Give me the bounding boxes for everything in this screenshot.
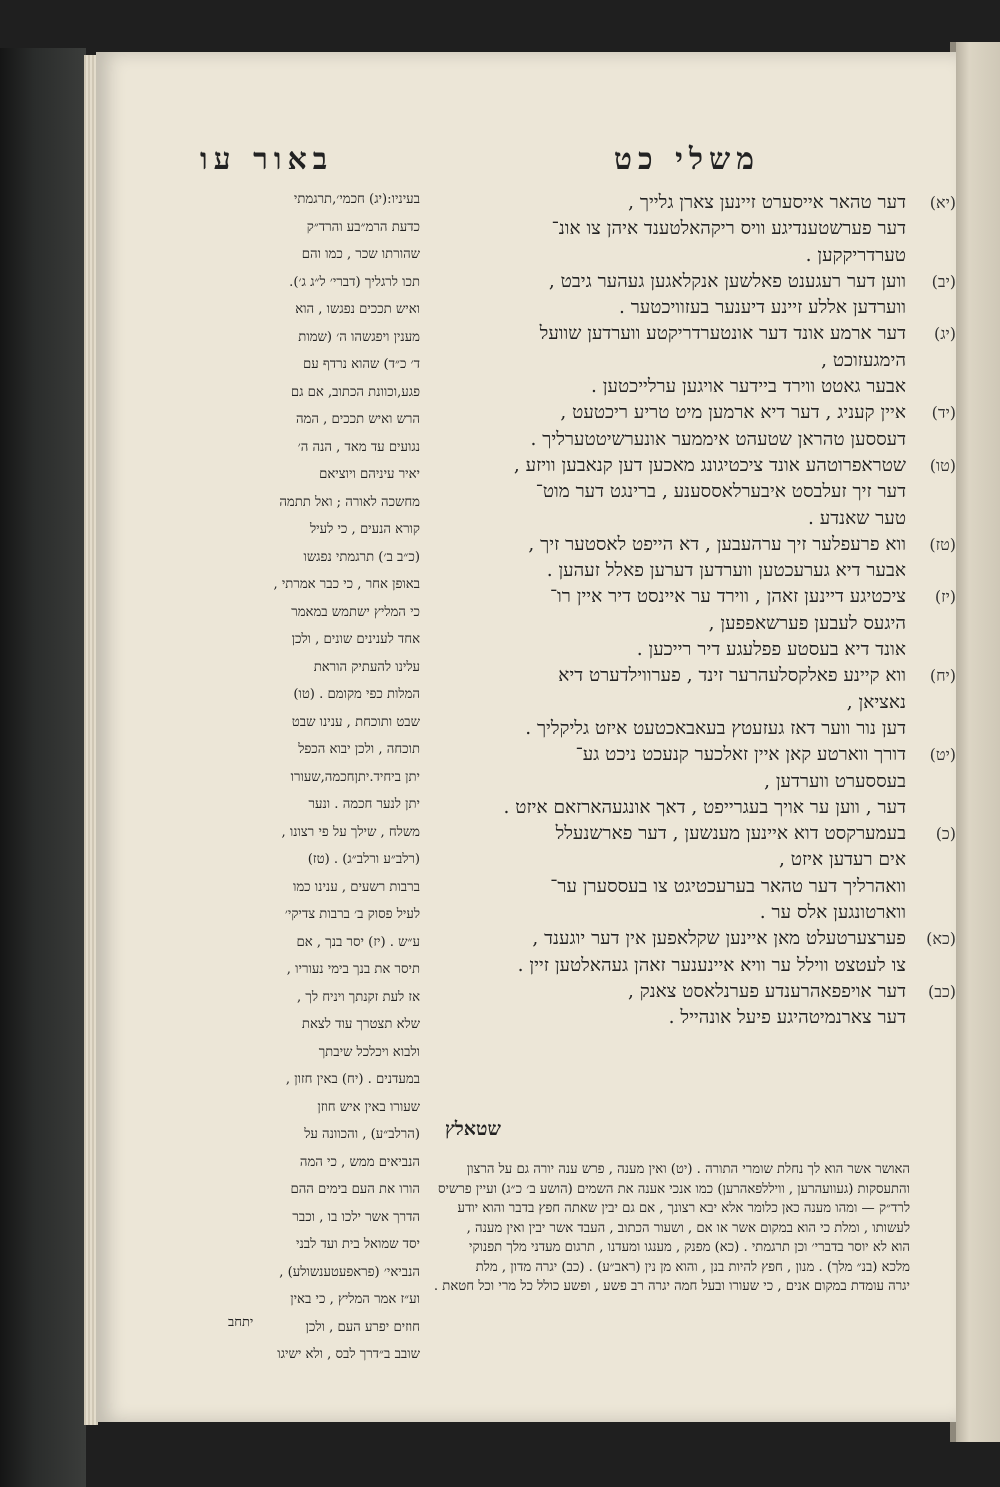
verse-number: (טו) xyxy=(929,455,956,475)
verse xyxy=(428,453,956,532)
verse-line: דער פערשטענדיגע וויס ריקהאלטענד איהן צו אונ־ xyxy=(551,218,906,240)
commentary-line: שלא תצטרך עוד לצאת xyxy=(301,1017,420,1032)
header-right-title: משלי כט xyxy=(613,142,760,177)
verse xyxy=(428,742,956,821)
commentary-line: ד׳ כ״ד) שהוא נרדף עם xyxy=(303,357,420,372)
verse-line: ווא קיינע פאלקסלעהרער זינד , פערווילדערט דיא xyxy=(558,665,906,687)
commentary-line: מחשכה לאורה ; ואל תתמה xyxy=(279,494,420,510)
bottom-commentary xyxy=(200,1160,910,1330)
verse xyxy=(428,190,956,269)
verse xyxy=(428,584,956,663)
bottom-commentary-line: האושר אשר הוא לך נחלת שומרי התורה . (יט) ואין מענה , פרש ענה יורה גם על הרצון xyxy=(466,1162,910,1177)
verse-line: דער אויפפאהרענדע פערנלאסט צאנק , xyxy=(627,980,906,1002)
bottom-commentary-line: לעשותו , ומלת כי הוא במקום אשר או אם , ושעור הכתוב , העבד אשר יבין ואין מענה , xyxy=(466,1220,910,1236)
page-header xyxy=(200,142,760,186)
verse-line: דעססען טהראן שטעהט איממער אונערשיטטערליך . xyxy=(530,428,906,450)
commentary-line: נגועים עד מאד , הנה ה׳ xyxy=(297,439,420,455)
verse-number: (יז) xyxy=(934,587,956,607)
commentary-line: יסד שמואל בית ועד לבני xyxy=(296,1237,420,1252)
verse-number: (יא) xyxy=(929,193,956,212)
bottom-commentary-line: יגרה עומדת במקום אנים , כי שעורו ובעל חמה יגרה רב פשע , ופשע כולל כל מרי וכל חטאת . xyxy=(433,1279,910,1294)
verse-line: ווארטונגען אלס ער . xyxy=(759,902,906,924)
verse-line: אבער גאטט ווירד ביידער אויגען ערלייכטען . xyxy=(591,376,906,398)
verse xyxy=(428,926,956,979)
verse-line: שטראפרוטהע אונד ציכטיגונג מאכען דען קנאבען וויזע , xyxy=(513,454,906,476)
commentary-line: פגע,וכוונת הכתוב, אם גם xyxy=(290,384,420,400)
verse-line: טער שאנדע . xyxy=(808,507,906,529)
commentary-line: תכו לרגליך (דברי׳ ל״ג ג׳). xyxy=(289,274,420,290)
verse-number: (יג) xyxy=(934,324,956,344)
verse-line: היגעס לעבען פערשאפפען , xyxy=(708,612,906,634)
bottom-commentary-line: והתעסקות (געוועהרען , וויללפאהרען) כמו אנכי אענה את השמים (הושע ב׳ כ״ג) ועיין פרשיס xyxy=(437,1181,910,1197)
commentary-line: עלינו להעתיק הוראת xyxy=(313,659,420,675)
verse-line: הימגעזוכט , xyxy=(821,349,906,371)
commentary-line: וע״ז אמר המליץ , כי באין xyxy=(290,1292,420,1307)
commentary-line: הדרך אשר ילכו בו , וכבר xyxy=(292,1209,420,1225)
commentary-line: תיסר את בנך בימי נעוריו , xyxy=(286,962,420,977)
verse-number: (יט) xyxy=(929,745,956,765)
commentary-line: שבט ותוכחת , ענינו שבט xyxy=(291,714,420,730)
commentary-line: ולבוא ויכלכל שיבתך xyxy=(318,1044,420,1060)
verse-number: (טז) xyxy=(929,534,956,554)
verse xyxy=(428,532,956,585)
bottom-commentary-line: לרד״ק — ומהו מענה כאן כלומר אלא יבא רצונך , אם גם יבין שאתה חפץ בדבר והוא יודע xyxy=(457,1201,910,1216)
verse-line: טערדריקקען . xyxy=(805,244,906,266)
commentary-line: המלות כפי מקומם . (טו) xyxy=(293,687,420,702)
header-left-title: באור עו xyxy=(200,142,334,177)
verse-line: נאציאן , xyxy=(846,691,906,713)
verse-line: דער , ווען ער אויך בעגרייפט , דאך אונגעהארזאם איזט . xyxy=(503,796,906,818)
commentary-line: הורו את העם בימים ההם xyxy=(290,1182,420,1197)
commentary-line: באופן אחר , כי כבר אמרתי , xyxy=(273,577,420,592)
verse xyxy=(428,269,956,322)
verse xyxy=(428,979,956,1032)
verse-line: דורך ווארטע קאן איין זאלכער קנעכט ניכט גע־ xyxy=(575,744,906,766)
commentary-line: לעיל פסוק ב׳ ברבות צדיקי׳ xyxy=(284,907,420,922)
bottom-commentary-line: מלכא (בנ״ מלך) . מנון , חפץ להיות בנן , והוא מן נין (ראב״ע) . (כב) יגרה מדון , מלת xyxy=(475,1259,910,1275)
commentary-line: שהורתו שכר , כמו והם xyxy=(301,247,420,262)
commentary-line: תוכחה , ולכן יבוא הכפל xyxy=(298,742,420,757)
verse-line: דער ארמע אונד דער אונטערדריקטע ווערדען שוועל xyxy=(539,323,906,345)
verse-line: בעססערט ווערדען , xyxy=(764,770,906,792)
bottom-commentary-line: הוא לא יוסר בדברי׳ וכן תרגמתי . (כא) מפנק , מענגו ומעדנו , תרגום מעדני מלך תפנוקי xyxy=(469,1240,910,1255)
verse-line: דען נור ווער דאז געזעטץ בעאבאכטעט איזט גליקליך . xyxy=(525,717,906,739)
verse xyxy=(428,821,956,926)
verse-number: (יד) xyxy=(931,403,956,423)
verse-line: אונד דיא בעסטע פפלעגע דיר רייכען . xyxy=(636,639,906,661)
verse-number: (כ) xyxy=(935,824,956,844)
commentary-line: הרש ואיש תככים , המה xyxy=(295,412,420,427)
commentary-line: יתן לנער חכמה . ונער xyxy=(308,797,420,812)
verse-line: פערצערטעלט מאן איינען שקלאפען אין דער יוגענד , xyxy=(532,928,906,950)
verse-line: אים רעדען איזט , xyxy=(779,849,906,871)
verse-line: דער זיך זעלבסט איבערלאססענע , ברינגט דער מוט־ xyxy=(535,481,906,503)
verse xyxy=(428,663,956,742)
verse-line: דער טהאר אייסערט זיינען צארן גלייך , xyxy=(628,192,906,213)
verse-line: איין קעניג , דער דיא ארמען מיט טריע ריכטעט , xyxy=(560,402,906,424)
verse-number: (כא) xyxy=(926,929,956,949)
verse-line: צו לעטצט ווילל ער וויא איינענער זאהן געהאלטען זיין . xyxy=(517,954,906,976)
commentary-line: (רלב״ע ורלב״ג) . (טז) xyxy=(307,852,420,867)
verse-line: ווערדען אללע זיינע דיענער בעזוויכטער . xyxy=(618,297,906,319)
verse-line: דער צארנמיטהיגע פיעל אונהייל . xyxy=(668,1007,906,1029)
main-text-column xyxy=(428,190,956,1110)
commentary-line: קורא הנעים , כי לעיל xyxy=(310,522,420,537)
commentary-line: ואיש תככים נפגשו , הוא xyxy=(295,302,420,317)
verse-number: (יב) xyxy=(931,271,956,291)
commentary-line: כדעת הרמ״בע והרד״ק xyxy=(306,219,420,235)
verse-number: (כב) xyxy=(927,981,956,1001)
commentary-line: ע״ש . (יז) יסר בנך , אם xyxy=(296,934,420,950)
verse xyxy=(428,400,956,453)
commentary-line: שעורו באין איש חוזן xyxy=(317,1099,420,1115)
commentary-line: אז לעת זקנתך ויניח לך , xyxy=(297,989,420,1005)
commentary-line: (הרלב״ע) , והכוונה על xyxy=(304,1127,420,1142)
commentary-line: מענין ויפגשהו ה׳ (שמות xyxy=(298,329,420,345)
verse-line: ציכטיגע דיינען זאהן , ווירד ער איינסט דיר איין רו־ xyxy=(549,586,906,608)
book-cover-left xyxy=(0,48,86,1487)
commentary-line: משלח , שילך על פי רצונו , xyxy=(281,824,420,840)
commentary-line: הנביאים ממש , כי המה xyxy=(299,1154,420,1170)
commentary-line: כי המליץ ישתמש במאמר xyxy=(291,604,420,620)
verse-line: בעמערקסט דוא איינען מענשען , דער פארשנעלל xyxy=(555,823,906,845)
commentary-line: שובב ב״דרך לבס , ולא ישיגו xyxy=(277,1347,420,1362)
commentary-line: הנביאי׳ (פראפעטענשולע) , xyxy=(279,1264,420,1280)
commentary-line: ברבות רשעים , ענינו כמו xyxy=(292,879,420,895)
right-page-edge xyxy=(956,42,1000,1442)
verse-line: ווא פרעפלער זיך ערהעבען , דא הייפט לאסטער זיך , xyxy=(528,533,906,555)
verse-line: אבער דיא גערעכטען ווערדען דערען פאלל זעהען . xyxy=(546,560,906,582)
catchword: שטאלץ xyxy=(445,1118,501,1140)
commentary-line: (כ״ב ב׳) תרגמתי נפגשו xyxy=(303,549,420,565)
commentary-line: בעיניו:(יג) חכמי׳,תרגמתי xyxy=(293,192,420,207)
verse-line: ווען דער רעגענט פאלשען אנקלאגען געהער גיבט , xyxy=(548,270,906,292)
commentary-line: יתן ביחיד.יתןחכמה,שעורו xyxy=(290,769,420,785)
verse-number: (יח) xyxy=(929,666,956,686)
commentary-line: אחד לענינים שונים , ולכן xyxy=(291,632,420,647)
verse xyxy=(428,321,956,400)
verse-line: וואהרליך דער טהאר בערעכטיגט צו בעססערן ער־ xyxy=(550,875,906,897)
bottom-catchword: יתחב xyxy=(228,1315,254,1330)
commentary-line: במעדנים . (יח) באין חזון , xyxy=(285,1072,420,1087)
commentary-line: יאיר עיניהם ויוציאם xyxy=(319,467,420,482)
commentary-line: חוזים יפרע העם , ולכן xyxy=(305,1319,420,1335)
